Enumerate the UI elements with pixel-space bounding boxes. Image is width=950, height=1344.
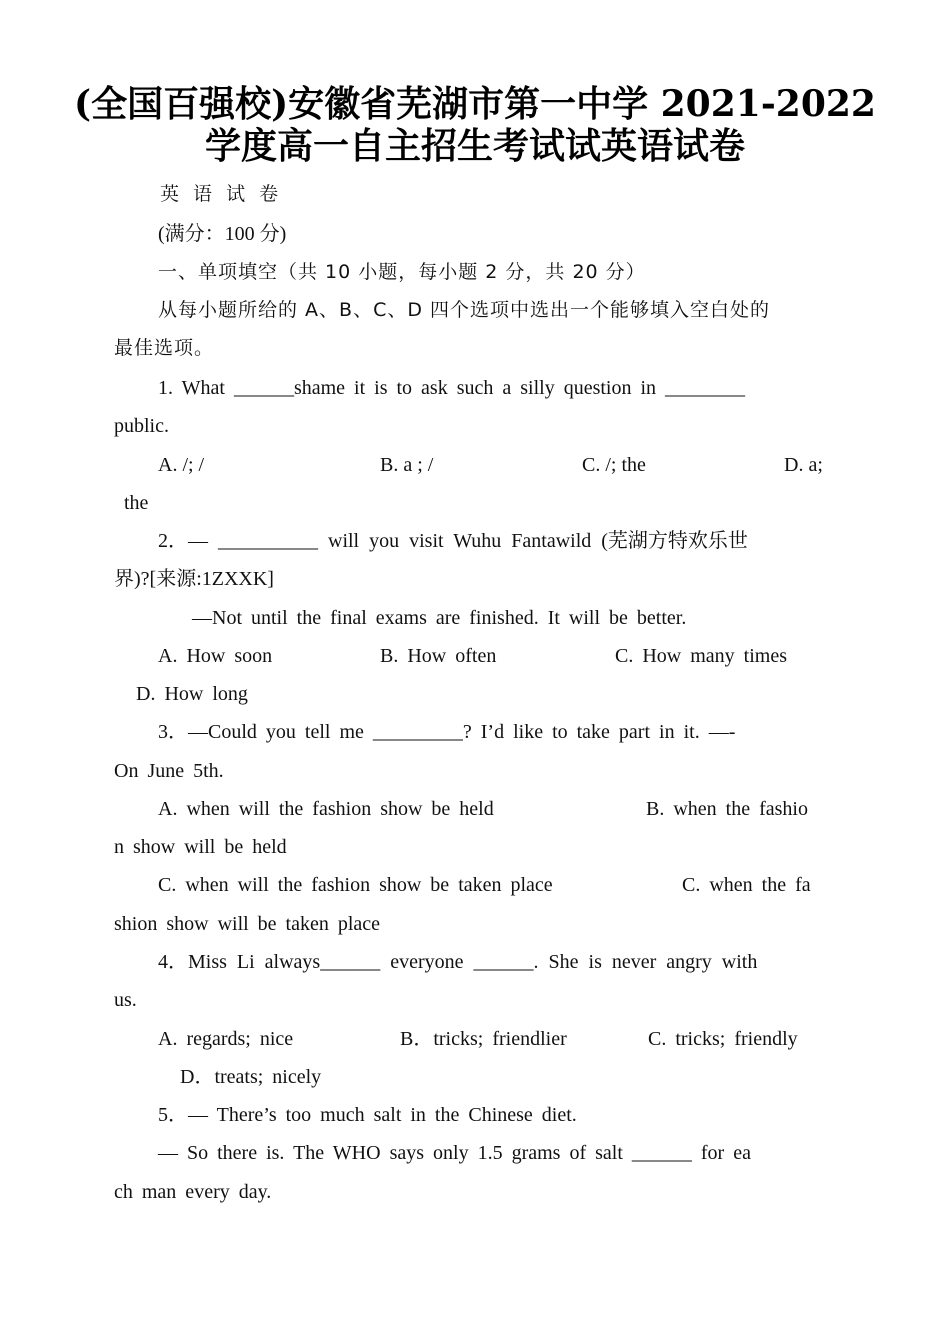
- question-2-option-d: D. How long: [136, 683, 248, 705]
- question-5-response: — So there is. The WHO says only 1.5 grams of salt ______ for ea: [158, 1142, 751, 1164]
- question-3-stem-cont: On June 5th.: [114, 760, 224, 782]
- full-marks: (满分：100 分): [158, 223, 287, 245]
- question-2-option-b: B. How often: [380, 645, 497, 667]
- question-3-stem: 3．—Could you tell me _________? I’d like to take part in it. —-: [158, 721, 736, 743]
- question-3-option-c: C. when will the fashion show be taken place: [158, 874, 553, 896]
- question-5-stem: 5．— There’s too much salt in the Chinese diet.: [158, 1104, 577, 1126]
- section-instructions-line-2: 最佳选项。: [114, 337, 215, 359]
- exam-title-line-2: 学度高一自主招生考试试英语试卷: [204, 125, 745, 167]
- question-2-option-c: C. How many times: [615, 645, 787, 667]
- question-3-option-d: C. when the fa: [682, 874, 811, 896]
- question-4-option-d: D．treats; nicely: [180, 1066, 322, 1088]
- question-1-option-a: A. /; /: [158, 454, 205, 476]
- question-4-option-a: A. regards; nice: [158, 1028, 294, 1050]
- exam-title-line-1: (全国百强校)安徽省芜湖市第一中学 2021-2022: [74, 83, 876, 125]
- question-2-response: —Not until the final exams are finished. It will be better.: [192, 607, 687, 629]
- question-1-option-d: D. a;: [784, 454, 823, 476]
- question-4-stem-cont: us.: [114, 989, 137, 1011]
- question-4-option-c: C. tricks; friendly: [648, 1028, 798, 1050]
- question-3-option-b-cont: n show will be held: [114, 836, 287, 858]
- question-1-stem-cont: public.: [114, 415, 169, 437]
- question-1-option-c: C. /; the: [582, 454, 646, 476]
- question-4-stem: 4．Miss Li always______ everyone ______. She is never angry with: [158, 951, 758, 973]
- question-5-response-cont: ch man every day.: [114, 1181, 272, 1203]
- question-3-option-b: B. when the fashio: [646, 798, 808, 820]
- section-instructions-line-1: 从每小题所给的 A、B、C、D 四个选项中选出一个能够填入空白处的: [158, 299, 771, 321]
- question-2-stem: 2．— __________ will you visit Wuhu Fantawild (芜湖方特欢乐世: [158, 530, 748, 552]
- question-3-option-a: A. when will the fashion show be held: [158, 798, 494, 820]
- question-2-option-a: A. How soon: [158, 645, 273, 667]
- question-2-stem-cont: 界)?[来源:1ZXXK]: [114, 568, 274, 590]
- question-3-option-d-cont: shion show will be taken place: [114, 913, 381, 935]
- paper-subtitle: 英 语 试 卷: [160, 183, 283, 205]
- question-1-stem: 1. What ______shame it is to ask such a silly question in ________: [158, 377, 746, 399]
- question-4-option-b: B．tricks; friendlier: [400, 1028, 567, 1050]
- question-1-option-b: B. a ; /: [380, 454, 434, 476]
- section-heading: 一、单项填空（共 10 小题，每小题 2 分，共 20 分）: [158, 261, 646, 283]
- question-1-option-d-cont: the: [124, 492, 149, 514]
